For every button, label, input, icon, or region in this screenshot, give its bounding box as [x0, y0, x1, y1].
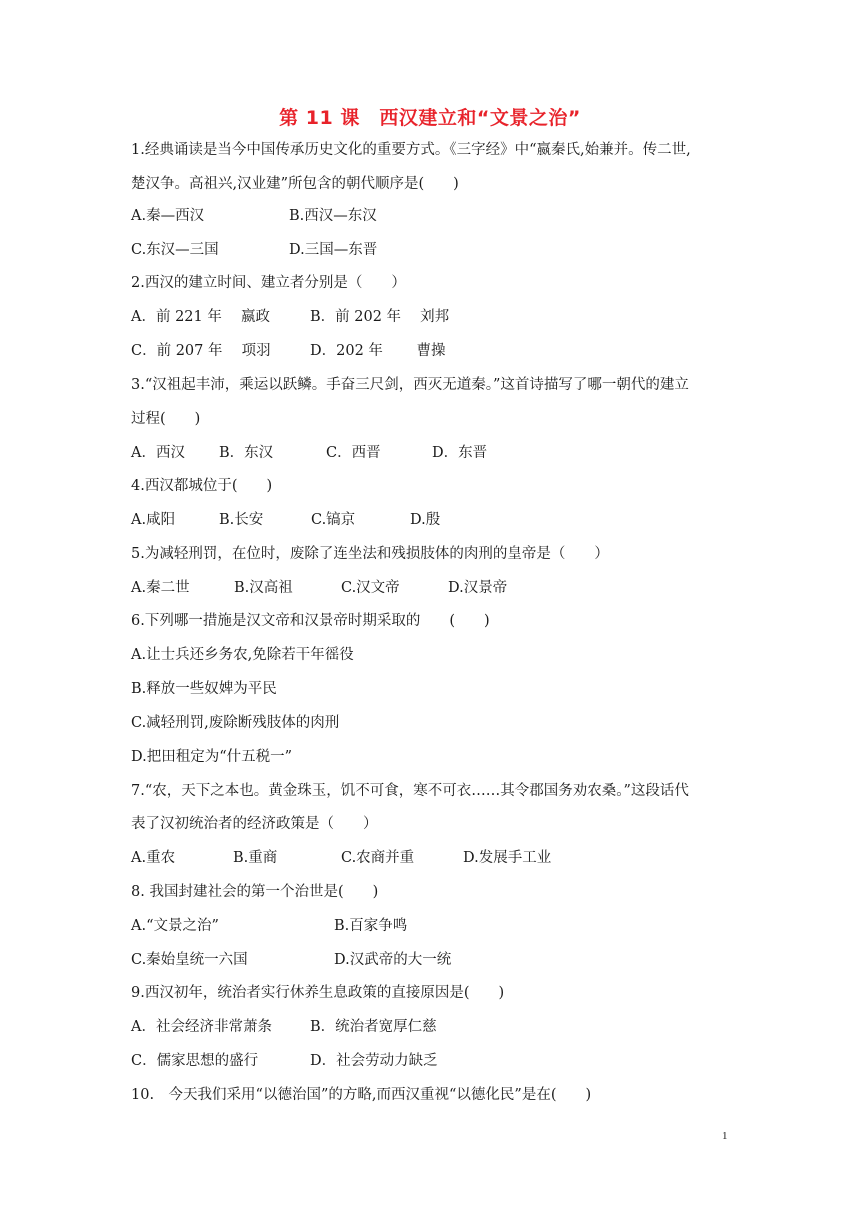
q5-option-d: D.汉景帝 [448, 580, 508, 596]
q10-stem-line-1: 10. 今天我们采用“以德治国”的方略,而西汉重视“以德化民”是在( ) [131, 1087, 592, 1103]
q6-option-b: B.释放一些奴婢为平民 [131, 681, 277, 697]
q8-option-b: B.百家争鸣 [334, 918, 408, 934]
q5-option-c: C.汉文帝 [341, 580, 400, 596]
q9-option-d: D．社会劳动力缺乏 [310, 1053, 438, 1069]
q9-stem-line-1: 9.西汉初年，统治者实行休养生息政策的直接原因是( ) [131, 985, 505, 1001]
q6-option-d: D.把田租定为“什五税一” [131, 749, 293, 765]
q2-option-a: A．前 221 年 嬴政 [131, 309, 270, 325]
q8-option-a: A.“文景之治” [131, 918, 219, 934]
q5-stem-line-1: 5.为减轻刑罚，在位时，废除了连坐法和残损肢体的肉刑的皇帝是（ ） [131, 546, 609, 562]
q8-stem-line-1: 8. 我国封建社会的第一个治世是( ) [131, 884, 379, 900]
q7-option-b: B.重商 [233, 850, 278, 866]
q4-option-c: C.镐京 [311, 512, 356, 528]
q3-option-c: C．西晋 [326, 445, 381, 461]
q7-option-d: D.发展手工业 [463, 850, 552, 866]
q7-option-c: C.农商并重 [341, 850, 415, 866]
q4-stem-line-1: 4.西汉都城位于( ) [131, 478, 273, 494]
q1-option-c: C.东汉—三国 [131, 242, 219, 258]
q7-stem-line-1: 7.“农，天下之本也。黄金珠玉，饥不可食，寒不可衣……其令郡国务劝农桑。”这段话代 [131, 783, 689, 799]
q4-option-a: A.咸阳 [131, 512, 176, 528]
q9-option-b: B．统治者宽厚仁慈 [310, 1019, 437, 1035]
q1-stem-line-2: 楚汉争。高祖兴,汉业建”所包含的朝代顺序是( ) [131, 176, 459, 192]
page-title: 第 11 课 西汉建立和“文景之治” [279, 107, 581, 129]
q5-option-b: B.汉高祖 [234, 580, 293, 596]
q3-option-b: B．东汉 [219, 445, 274, 461]
q7-stem-line-2: 表了汉初统治者的经济政策是（ ） [131, 816, 378, 832]
page-number: 1 [722, 1130, 728, 1142]
q2-option-d: D．202 年 曹操 [310, 343, 446, 359]
q8-option-d: D.汉武帝的大一统 [334, 952, 452, 968]
q3-stem-line-1: 3.“汉祖起丰沛，乘运以跃鳞。手奋三尺剑，西灭无道秦。”这首诗描写了哪一朝代的建立 [131, 377, 689, 393]
q6-stem-line-1: 6.下列哪一措施是汉文帝和汉景帝时期采取的 ( ) [131, 613, 490, 629]
q8-option-c: C.秦始皇统一六国 [131, 952, 248, 968]
q7-option-a: A.重农 [131, 850, 176, 866]
q1-option-b: B.西汉—东汉 [289, 208, 377, 224]
q6-option-a: A.让士兵还乡务农,免除若干年徭役 [131, 647, 354, 663]
q2-stem-line-1: 2.西汉的建立时间、建立者分别是（ ） [131, 275, 406, 291]
q2-option-c: C．前 207 年 项羽 [131, 343, 271, 359]
q4-option-d: D.殷 [410, 512, 441, 528]
q5-option-a: A.秦二世 [131, 580, 190, 596]
q2-option-b: B．前 202 年 刘邦 [310, 309, 450, 325]
q1-option-d: D.三国—东晋 [289, 242, 378, 258]
q1-option-a: A.秦—西汉 [131, 208, 205, 224]
q3-stem-line-2: 过程( ) [131, 411, 201, 427]
q3-option-a: A．西汉 [131, 445, 185, 461]
q9-option-c: C．儒家思想的盛行 [131, 1053, 259, 1069]
q3-option-d: D．东晋 [432, 445, 488, 461]
q9-option-a: A．社会经济非常萧条 [131, 1019, 272, 1035]
q4-option-b: B.长安 [219, 512, 264, 528]
q6-option-c: C.减轻刑罚,废除断残肢体的肉刑 [131, 715, 340, 731]
q1-stem-line-1: 1.经典诵读是当今中国传承历史文化的重要方式。《三字经》中“嬴秦氏,始兼并。传二世, [131, 142, 691, 158]
